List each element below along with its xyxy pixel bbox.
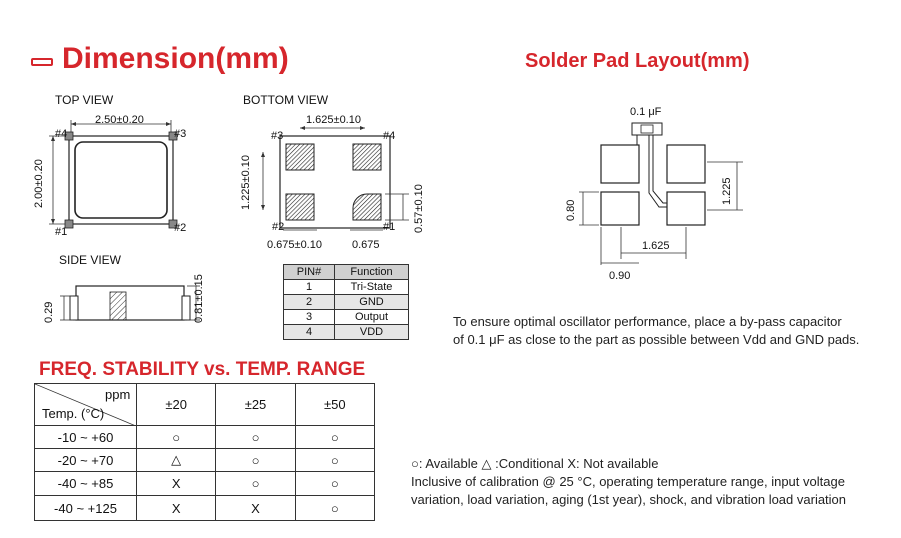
bottom-view-pitch-dim: 1.625±0.10 bbox=[306, 114, 361, 126]
table-row bbox=[284, 295, 409, 310]
pin-header: PIN# bbox=[284, 265, 335, 280]
function-header: Function bbox=[335, 265, 409, 280]
pin-function: Tri-State bbox=[335, 280, 409, 295]
pin-number: 2 bbox=[284, 295, 335, 310]
side-view-title: SIDE VIEW bbox=[59, 253, 122, 267]
column-header: ±20 bbox=[137, 384, 216, 426]
legend-line3: variation, load variation, aging (1st year), shock, and vibration load variation bbox=[411, 492, 847, 507]
bottom-view-pin3: #3 bbox=[271, 130, 284, 142]
solder-pad-heading: Solder Pad Layout(mm) bbox=[525, 50, 750, 72]
freq-stability-heading: FREQ. STABILITY vs. TEMP. RANGE bbox=[39, 359, 366, 380]
table-row bbox=[284, 265, 409, 280]
pin-number: 1 bbox=[284, 280, 335, 295]
availability-cell: ○ bbox=[295, 449, 374, 472]
bypass-note-line2: of 0.1 μF as close to the part as possible between Vdd and GND pads. bbox=[453, 332, 860, 347]
bottom-view-pad-width-dim2: 0.675 bbox=[352, 239, 380, 251]
side-view-small-dim: 0.29 bbox=[43, 301, 55, 323]
top-view-pin4: #4 bbox=[55, 128, 68, 140]
pin-function-table bbox=[283, 264, 409, 340]
availability-cell: ○ bbox=[295, 472, 374, 496]
top-view-height-dim: 2.00±0.20 bbox=[33, 159, 45, 208]
corner-ppm-label: ppm bbox=[105, 387, 131, 402]
corner-temp-label: Temp. (°C) bbox=[42, 406, 105, 421]
side-view-drawing bbox=[55, 280, 205, 330]
solder-dim-080: 0.80 bbox=[565, 199, 577, 221]
capacitor-label: 0.1 μF bbox=[630, 106, 662, 118]
pin-number: 4 bbox=[284, 325, 335, 340]
top-view-pin3: #3 bbox=[174, 128, 187, 140]
bottom-view-height-dim: 1.225±0.10 bbox=[240, 155, 252, 210]
table-row bbox=[284, 310, 409, 325]
availability-cell: ○ bbox=[216, 426, 295, 449]
bottom-view-title: BOTTOM VIEW bbox=[243, 93, 329, 107]
availability-cell: X bbox=[216, 496, 295, 521]
table-row bbox=[35, 384, 375, 426]
ruler-icon bbox=[31, 58, 53, 66]
temp-range: -10 ~ +60 bbox=[35, 426, 137, 449]
pin-function: GND bbox=[335, 295, 409, 310]
table-row bbox=[35, 496, 375, 521]
solder-dim-090: 0.90 bbox=[609, 270, 631, 282]
pin-function: VDD bbox=[335, 325, 409, 340]
bottom-view-pad-dim: 0.57±0.10 bbox=[413, 184, 425, 233]
table-row bbox=[35, 472, 375, 496]
temp-range: -40 ~ +85 bbox=[35, 472, 137, 496]
freq-stability-table bbox=[34, 383, 375, 521]
availability-cell: △ bbox=[137, 449, 216, 472]
top-view-pin1: #1 bbox=[55, 226, 68, 238]
column-header: ±25 bbox=[216, 384, 295, 426]
legend-line1: ○: Available △ :Conditional X: Not available bbox=[411, 456, 659, 471]
bottom-view-pin2: #2 bbox=[272, 221, 285, 233]
side-view-height-dim: 0.81±0.15 bbox=[193, 274, 205, 323]
solder-dim-1225: 1.225 bbox=[721, 177, 733, 205]
table-row bbox=[35, 449, 375, 472]
availability-cell: X bbox=[137, 472, 216, 496]
legend-line2: Inclusive of calibration @ 25 °C, operating temperature range, input voltage bbox=[411, 474, 845, 489]
bottom-view-pin1: #1 bbox=[383, 221, 396, 233]
bypass-note-line1: To ensure optimal oscillator performance, place a by-pass capacitor bbox=[453, 314, 842, 329]
table-row bbox=[284, 280, 409, 295]
top-view-pin2: #2 bbox=[174, 222, 187, 234]
availability-cell: ○ bbox=[295, 496, 374, 521]
top-view-title: TOP VIEW bbox=[55, 93, 114, 107]
temp-range: -40 ~ +125 bbox=[35, 496, 137, 521]
bottom-view-pin4: #4 bbox=[383, 130, 396, 142]
table-row bbox=[35, 426, 375, 449]
bottom-view-pad-width-dim: 0.675±0.10 bbox=[267, 239, 322, 251]
availability-cell: ○ bbox=[295, 426, 374, 449]
pin-function: Output bbox=[335, 310, 409, 325]
table-row bbox=[284, 325, 409, 340]
dimension-heading: Dimension(mm) bbox=[62, 42, 289, 75]
availability-cell: X bbox=[137, 496, 216, 521]
solder-dim-1625: 1.625 bbox=[642, 240, 670, 252]
top-view-width-dim: 2.50±0.20 bbox=[95, 114, 144, 126]
availability-cell: ○ bbox=[216, 449, 295, 472]
availability-cell: ○ bbox=[216, 472, 295, 496]
temp-range: -20 ~ +70 bbox=[35, 449, 137, 472]
column-header: ±50 bbox=[295, 384, 374, 426]
table-corner-cell bbox=[35, 384, 137, 426]
availability-cell: ○ bbox=[137, 426, 216, 449]
pin-number: 3 bbox=[284, 310, 335, 325]
